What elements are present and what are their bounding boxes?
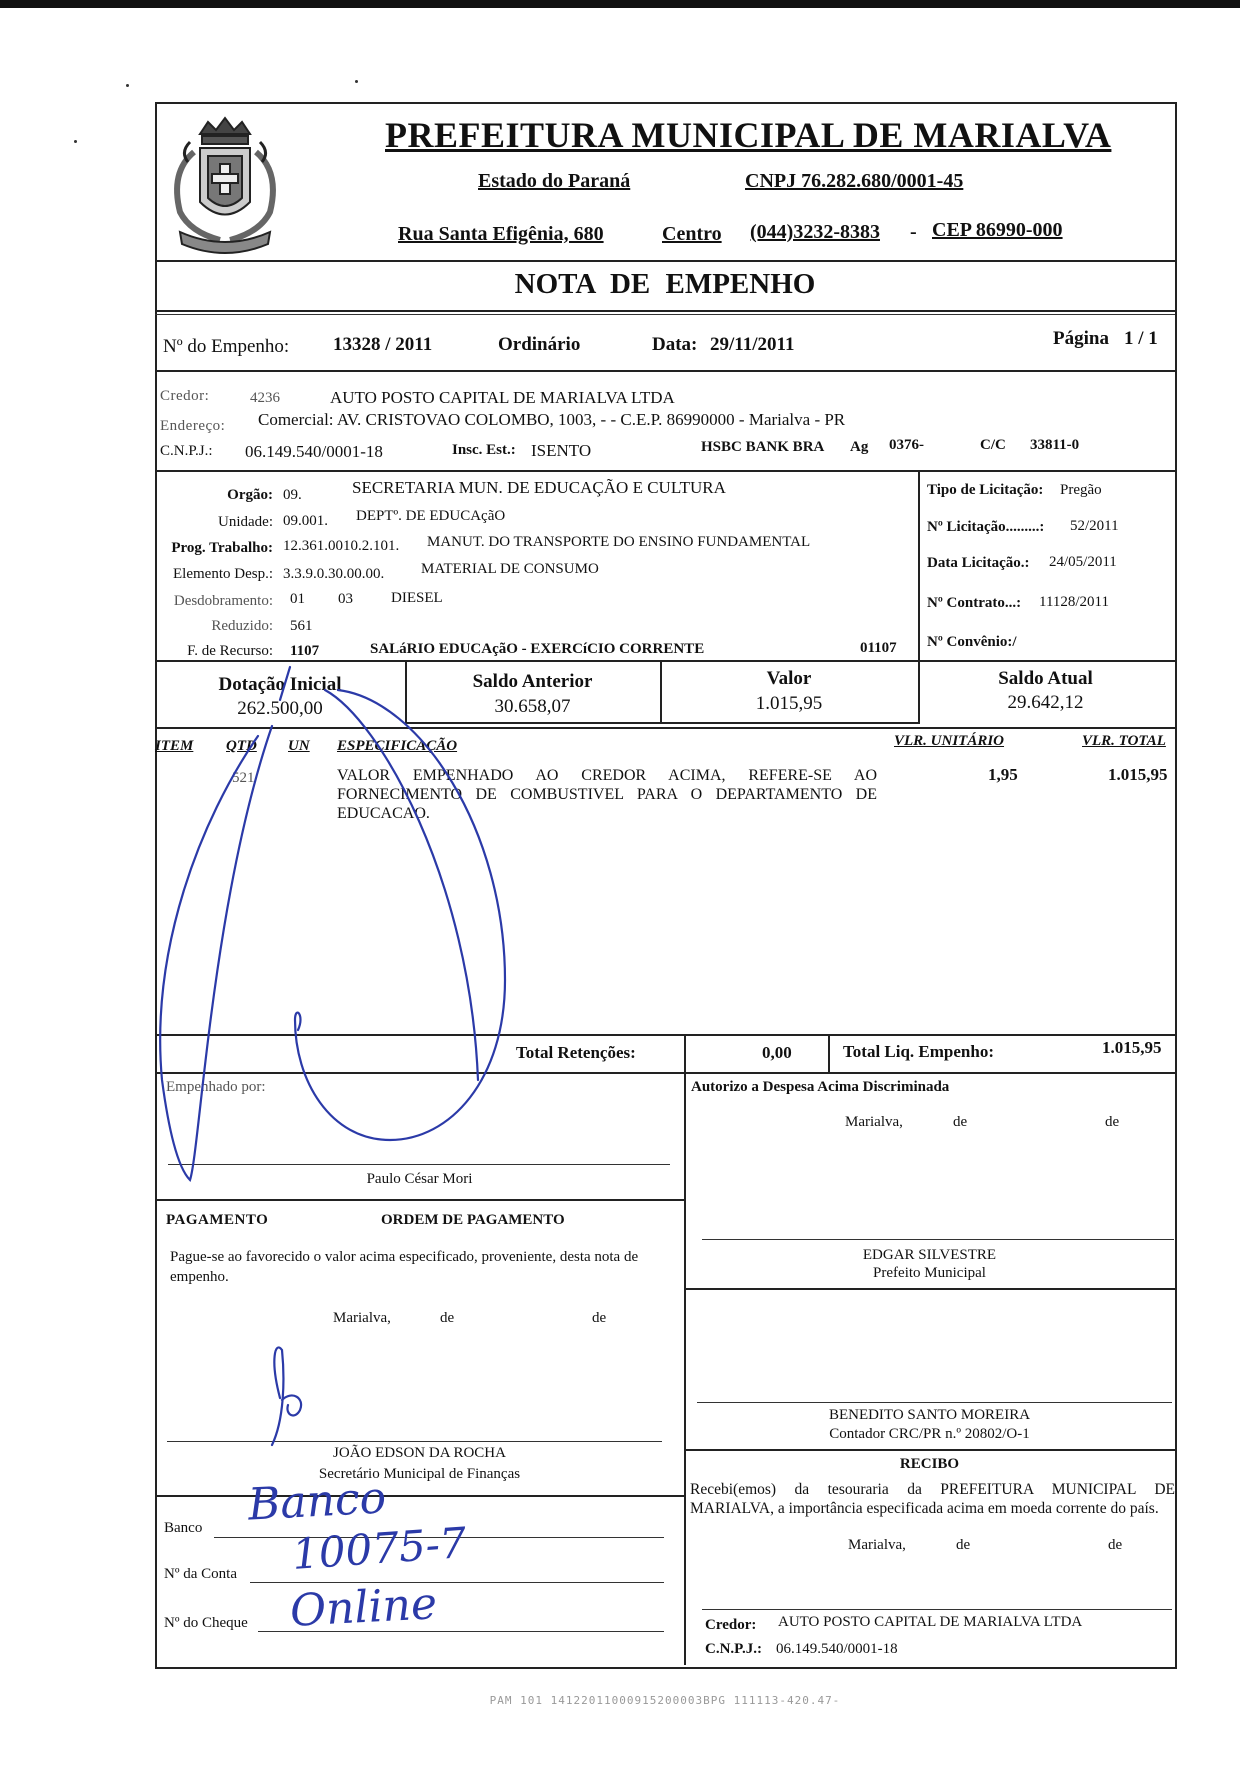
address-label: Endereço: xyxy=(160,418,226,434)
creditor-name: AUTO POSTO CAPITAL DE MARIALVA LTDA xyxy=(330,388,675,407)
payment-date-de-1: de xyxy=(440,1310,455,1326)
handwritten-check: Online xyxy=(288,1578,439,1637)
receipt-date-de-2: de xyxy=(1108,1537,1123,1553)
cnpj-label: C.N.P.J.: xyxy=(160,443,213,459)
item-column-header: ITEM xyxy=(155,738,194,754)
withholdings-label: Total Retenções: xyxy=(516,1043,636,1062)
municipality-title: PREFEITURA MUNICIPAL DE MARIALVA xyxy=(385,115,1112,155)
unit-label: Unidade: xyxy=(218,514,273,530)
secretary-title: Secretário Municipal de Finanças xyxy=(318,1466,521,1482)
program-label: Prog. Trabalho: xyxy=(171,540,273,556)
cnpj-header: CNPJ 76.282.680/0001-45 xyxy=(745,170,964,192)
spec-column-header: ESPECIFICAÇÃO xyxy=(337,738,458,754)
handwritten-bank: Banco xyxy=(246,1472,388,1531)
total-price-column-header: VLR. TOTAL xyxy=(1082,733,1166,749)
bidding-number: 52/2011 xyxy=(1070,518,1119,534)
date-label: Data: xyxy=(652,334,698,355)
reduced-code: 561 xyxy=(290,618,313,634)
state-label: Estado do Paraná xyxy=(478,170,631,192)
agency-label: Ag xyxy=(850,439,869,455)
receipt-cnpj-label: C.N.P.J.: xyxy=(705,1641,762,1657)
item-unit-price: 1,95 xyxy=(988,765,1018,784)
current-balance-label: Saldo Atual xyxy=(998,668,1093,689)
account-number: 33811-0 xyxy=(1030,437,1080,453)
payment-city: Marialva, xyxy=(333,1310,391,1326)
accountant-title: Contador CRC/PR n.º 20802/O-1 xyxy=(829,1426,1030,1442)
receipt-text: Recebi(emos) da tesouraria da PREFEITURA MUNICIPAL DE MARIALVA, a importância especificada acima em moeda corrente do país. xyxy=(690,1481,1175,1517)
bank-field-label: Banco xyxy=(164,1520,203,1536)
empenho-number: 13328 / 2011 xyxy=(333,334,433,355)
unit-name: DEPTº. DE EDUCAçãO xyxy=(356,508,506,524)
check-field-label: Nº do Cheque xyxy=(164,1615,248,1631)
empenho-number-label: Nº do Empenho: xyxy=(163,336,290,357)
creditor-code: 4236 xyxy=(250,390,280,406)
value: 1.015,95 xyxy=(755,693,823,714)
net-total: 1.015,95 xyxy=(1102,1038,1162,1057)
accountant-name: BENEDITO SANTO MOREIRA xyxy=(828,1407,1031,1423)
state-registration: ISENTO xyxy=(531,441,592,460)
bank-name: HSBC BANK BRA xyxy=(701,439,825,455)
bidding-date-label: Data Licitação.: xyxy=(927,555,1030,571)
bidding-date: 24/05/2011 xyxy=(1049,554,1117,570)
state-registration-label: Insc. Est.: xyxy=(452,442,516,458)
breakdown-code-1: 01 xyxy=(290,591,305,607)
authorization-city: Marialva, xyxy=(845,1114,903,1130)
committed-by-label: Empenhado por: xyxy=(166,1079,266,1095)
bidding-number-label: Nº Licitação.........: xyxy=(927,519,1045,535)
previous-balance-label: Saldo Anterior xyxy=(472,671,593,692)
item-quantity: 521 xyxy=(232,770,255,786)
receipt-title: RECIBO xyxy=(899,1456,960,1472)
organ-name: SECRETARIA MUN. DE EDUCAÇÃO E CULTURA xyxy=(352,478,726,497)
item-description: VALOR EMPENHADO AO CREDOR ACIMA, REFERE-SE AO FORNECIMENTO DE COMBUSTIVEL PARA O DEPARTAMENTO DE EDUCACAO. xyxy=(337,767,877,822)
payment-order-title: ORDEM DE PAGAMENTO xyxy=(381,1212,565,1228)
agency-number: 0376- xyxy=(889,437,924,453)
value-label: Valor xyxy=(766,668,812,689)
breakdown-code-2: 03 xyxy=(338,591,353,607)
empenho-type: Ordinário xyxy=(498,334,581,355)
receipt-city: Marialva, xyxy=(848,1537,906,1553)
organ-code: 09. xyxy=(283,487,302,503)
agreement-label: Nº Convênio:/ xyxy=(927,634,1017,650)
payment-order-text: Pague-se ao favorecido o valor acima especificado, proveniente, desta nota de empenho. xyxy=(170,1249,639,1285)
creditor-label: Credor: xyxy=(160,388,210,404)
contract-label: Nº Contrato...: xyxy=(927,595,1022,611)
street-address: Rua Santa Efigênia, 680 xyxy=(398,223,604,245)
postal-code: CEP 86990-000 xyxy=(932,219,1063,241)
receipt-cnpj: 06.149.540/0001-18 xyxy=(776,1641,898,1657)
creditor-cnpj: 06.149.540/0001-18 xyxy=(245,442,383,461)
secretary-name: JOÃO EDSON DA ROCHA xyxy=(333,1445,506,1461)
mayor-name: EDGAR SILVESTRE xyxy=(862,1247,997,1263)
bidding-type: Pregão xyxy=(1060,482,1102,498)
phone: (044)3232-8383 xyxy=(750,221,880,243)
current-balance: 29.642,12 xyxy=(1007,692,1084,713)
funding-source-label: F. de Recurso: xyxy=(187,643,273,659)
element-name: MATERIAL DE CONSUMO xyxy=(421,561,599,577)
committed-by-name: Paulo César Mori xyxy=(366,1171,473,1187)
payment-label: PAGAMENTO xyxy=(166,1212,269,1228)
unit-column-header: UN xyxy=(288,738,310,754)
receipt-creditor-name: AUTO POSTO CAPITAL DE MARIALVA LTDA xyxy=(778,1614,1083,1630)
page-label: Página xyxy=(1053,328,1109,349)
unit-code: 09.001. xyxy=(283,513,328,529)
footer-tracking-code: PAM 101 14122011000915200003BPG 111113-420.47- xyxy=(489,1694,841,1707)
element-code: 3.3.9.0.30.00.00. xyxy=(283,566,385,582)
program-name: MANUT. DO TRANSPORTE DO ENSINO FUNDAMENTAL xyxy=(427,534,811,550)
breakdown-name: DIESEL xyxy=(391,590,443,606)
authorization-date-de-2: de xyxy=(1105,1114,1120,1130)
net-total-label: Total Liq. Empenho: xyxy=(843,1042,994,1061)
funding-source-name: SALáRIO EDUCAçãO - EXERCíCIO CORRENTE xyxy=(370,641,705,657)
withholdings-total: 0,00 xyxy=(762,1043,792,1062)
organ-label: Orgão: xyxy=(227,487,273,503)
item-total-price: 1.015,95 xyxy=(1108,765,1168,784)
unit-price-column-header: VLR. UNITÁRIO xyxy=(894,733,1005,749)
district: Centro xyxy=(662,223,722,245)
initial-allocation: 262.500,00 xyxy=(237,698,323,719)
mayor-title: Prefeito Municipal xyxy=(873,1265,986,1281)
reduced-label: Reduzido: xyxy=(211,618,273,634)
payment-date-de-2: de xyxy=(592,1310,607,1326)
authorization-label: Autorizo a Despesa Acima Discriminada xyxy=(691,1079,950,1095)
funding-source-code: 1107 xyxy=(290,643,320,659)
initial-allocation-label: Dotação Inicial xyxy=(218,674,342,695)
document-title: NOTA DE EMPENHO xyxy=(514,268,816,300)
element-label: Elemento Desp.: xyxy=(173,566,273,582)
bidding-type-label: Tipo de Licitação: xyxy=(927,482,1044,498)
page-number: 1 / 1 xyxy=(1124,328,1158,349)
receipt-creditor-label: Credor: xyxy=(705,1617,757,1633)
previous-balance: 30.658,07 xyxy=(494,696,571,717)
handwritten-account: 10075-7 xyxy=(290,1517,469,1580)
account-label: C/C xyxy=(980,437,1006,453)
program-code: 12.361.0010.2.101. xyxy=(283,538,400,554)
separator: - xyxy=(910,221,917,243)
creditor-address: Comercial: AV. CRISTOVAO COLOMBO, 1003, - - C.E.P. 86990000 - Marialva - PR xyxy=(258,410,846,429)
breakdown-label: Desdobramento: xyxy=(173,593,273,609)
empenho-date: 29/11/2011 xyxy=(710,334,795,355)
contract-number: 11128/2011 xyxy=(1039,594,1109,610)
receipt-date-de-1: de xyxy=(956,1537,971,1553)
qty-column-header: QTD xyxy=(226,738,257,754)
account-field-label: Nº da Conta xyxy=(164,1566,237,1582)
authorization-date-de-1: de xyxy=(953,1114,968,1130)
funding-source-number: 01107 xyxy=(860,640,897,656)
